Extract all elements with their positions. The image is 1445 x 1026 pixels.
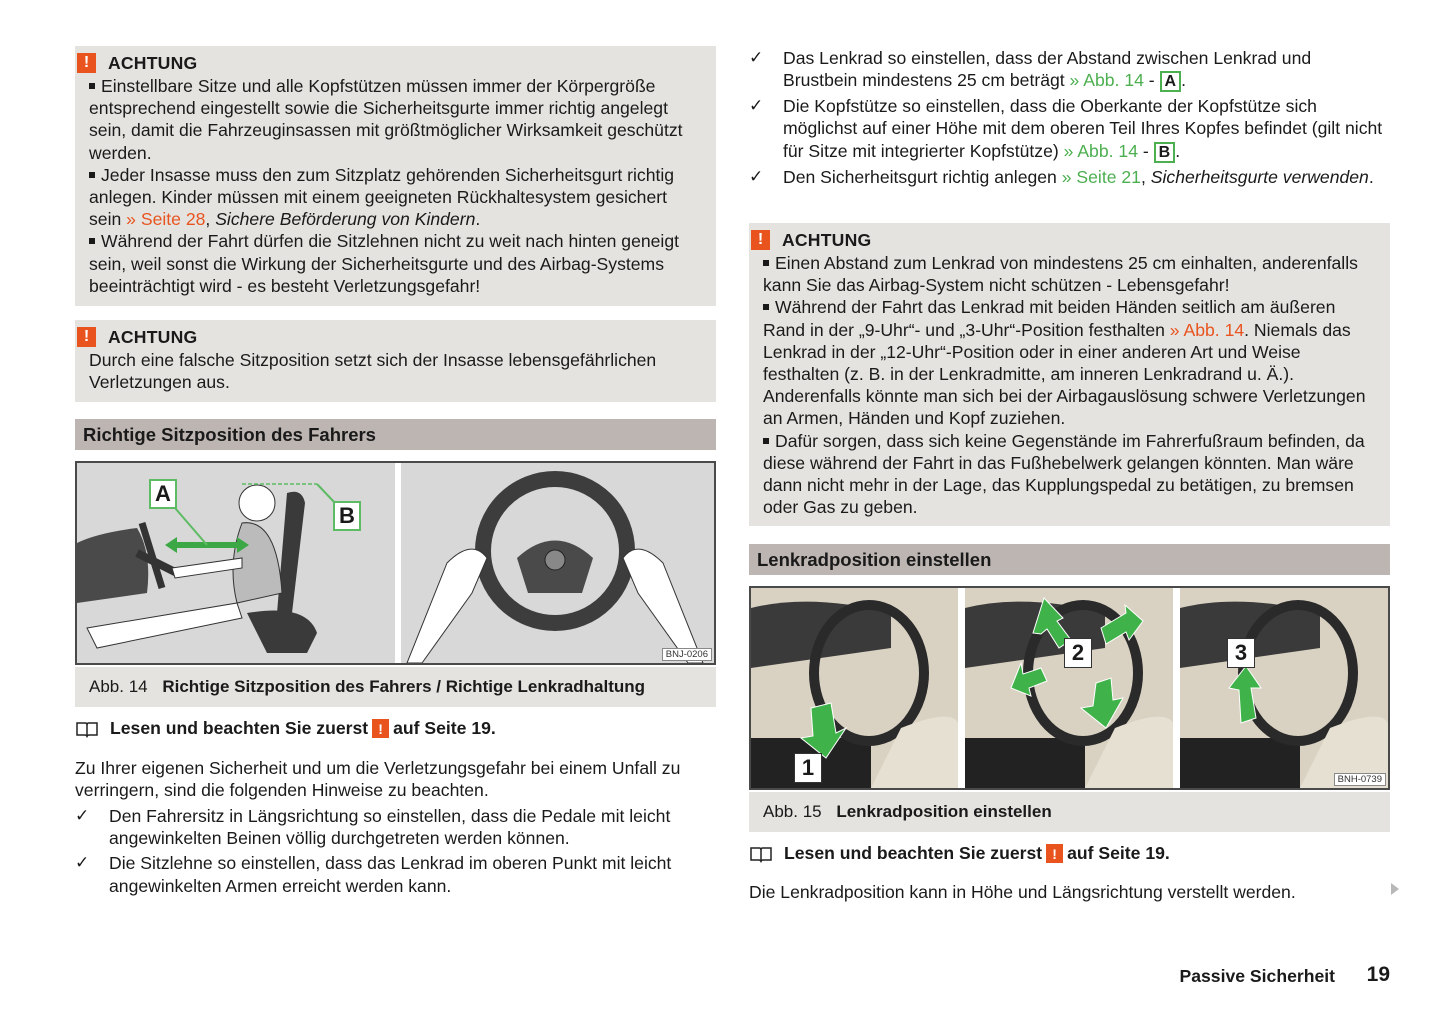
warning-icon: ! [751, 230, 770, 250]
warning-header [749, 229, 1376, 251]
page-link[interactable]: » Seite 21 [1061, 166, 1141, 187]
check-icon: ✓ [749, 96, 764, 116]
warning-header [75, 52, 702, 74]
intro-text: Zu Ihrer eigenen Sicherheit und um die Verletzungsgefahr bei einem Unfall zu verringern, sind die folgenden Hinweise zu beachten. [75, 758, 681, 801]
page-link[interactable]: » Seite 28 [126, 209, 206, 230]
check-icon: ✓ [749, 166, 764, 186]
continue-arrow-icon [1391, 883, 1399, 895]
figure-steering-adjust [749, 586, 1390, 790]
warning-title: ACHTUNG [782, 229, 872, 250]
section-title: Richtige Sitzposition des Fahrers [75, 419, 716, 450]
warning-box-steering [749, 223, 1390, 526]
bullet-icon [763, 260, 769, 266]
read-first-note: Lesen und beachten Sie zuerst ! auf Seite 19. [75, 718, 496, 739]
figure-seating-position [75, 461, 716, 665]
figure-link[interactable]: » Abb. 14 [1169, 319, 1245, 340]
warning-icon: ! [1046, 844, 1063, 863]
warning-bullet: Während der Fahrt dürfen die Sitzlehnen nicht zu weit nach hinten geneigt sein, weil sonst die Wirkung der Sicherheitsgurte und des Airbag-Systems beeinträchtigt wird - es besteht Verletzungsgefahr! [89, 231, 680, 296]
check-item: ✓ Den Sicherheitsgurt richtig anlegen » Seite 21, Sicherheitsgurte verwenden. [749, 166, 1374, 187]
warning-bullet: Jeder Insasse muss den zum Sitzplatz gehörenden Sicherheitsgurt richtig anlegen. Kinder müssen mit einem geeigneten Rückhaltesystem gesichert sein » Seite 28, Sichere Beförderung von Kindern. [89, 164, 675, 230]
bullet-icon [89, 172, 95, 178]
bullet-icon [89, 238, 95, 244]
bullet-icon [763, 304, 769, 310]
warning-header [75, 326, 702, 348]
intro-text: Die Lenkradposition kann in Höhe und Längsrichtung verstellt werden. [749, 882, 1296, 902]
book-icon [749, 845, 773, 863]
check-icon: ✓ [75, 853, 90, 873]
figure-code: BNJ-0206 [662, 648, 712, 661]
figure-title: Lenkradposition einstellen [836, 802, 1052, 821]
warning-box-seats [75, 46, 716, 306]
figure-code: BNH-0739 [1334, 773, 1386, 786]
bullet-icon [763, 438, 769, 444]
figure-title: Richtige Sitzposition des Fahrers / Richtige Lenkradhaltung [162, 677, 646, 696]
figure-caption [749, 792, 1390, 832]
label-a: A [149, 479, 177, 509]
warning-title: ACHTUNG [108, 52, 198, 73]
check-item: ✓ Die Kopfstütze so einstellen, dass die Oberkante der Kopfstütze sich möglichst auf einer Höhe mit dem oberen Teil Ihres Kopfes befindet (gilt nicht für Sitze mit integrierter Kopfstütze) » Abb. 14 - B . [749, 96, 1383, 161]
checklist-right [749, 47, 1390, 191]
read-first-note: Lesen und beachten Sie zuerst ! auf Seite 19. [749, 843, 1170, 864]
warning-title: ACHTUNG [108, 326, 198, 347]
check-icon: ✓ [75, 806, 90, 825]
figure-number: Abb. 14 [89, 677, 148, 696]
book-icon [75, 720, 99, 738]
figure-link[interactable]: » Abb. 14 [1063, 140, 1138, 161]
label-b: B [333, 501, 361, 531]
bullet-icon [89, 83, 95, 89]
warning-icon: ! [77, 327, 96, 347]
warning-bullet: Einen Abstand zum Lenkrad von mindestens 25 cm einhalten, anderenfalls kann Sie das Airbag-System nicht schützen - Lebensgefahr! [763, 253, 1358, 296]
warning-box-position [75, 320, 716, 402]
checklist-left [75, 805, 716, 900]
figure-link[interactable]: » Abb. 14 [1069, 70, 1144, 91]
warning-bullet: Während der Fahrt das Lenkrad mit beiden Händen seitlich am äußeren Rand in der „9-Uhr“- und „3-Uhr“-Position festhalten » Abb. 14. Niemals das Lenkrad in der „12-Uhr“-Position oder in einer anderen Art und Weise festhalten (z. B. in der Lenkradmitte, am inneren Lenkradrand u. Ä.). Anderenfalls könnte man sich bei der Airbagauslösung schwere Verletzungen an Armen, Händen und Kopf zuziehen. [763, 297, 1366, 429]
check-item: ✓ Das Lenkrad so einstellen, dass der Abstand zwischen Lenkrad und Brustbein mindestens 25 cm beträgt » Abb. 14 - A . [749, 48, 1312, 91]
step-label-3: 3 [1227, 638, 1255, 668]
check-item: ✓ Den Fahrersitz in Längsrichtung so einstellen, dass die Pedale mit leicht angewinkelten Beinen völlig durchgetreten werden können. [75, 806, 671, 849]
label-a-ref: A [1160, 71, 1182, 92]
warning-text: Durch eine falsche Sitzposition setzt sich der Insasse lebensgefährlichen Verletzungen aus. [89, 350, 657, 393]
warning-icon: ! [372, 719, 389, 738]
step-label-2: 2 [1064, 638, 1092, 668]
figure-number: Abb. 15 [763, 802, 822, 821]
steering-adjust-illustration [751, 588, 1388, 788]
check-item: ✓ Die Sitzlehne so einstellen, dass das Lenkrad im oberen Punkt mit leicht angewinkelten Armen erreicht werden kann. [75, 853, 672, 896]
check-icon: ✓ [749, 48, 764, 67]
section-title: Lenkradposition einstellen [749, 544, 1390, 575]
footer-section: Passive Sicherheit [1179, 966, 1335, 986]
figure-caption [75, 667, 716, 707]
label-b-ref: B [1154, 142, 1176, 163]
step-label-1: 1 [794, 753, 822, 783]
warning-bullet: Dafür sorgen, dass sich keine Gegenstände im Fahrerfußraum befinden, da diese während der Fahrt in das Fußhebelwerk gelangen könnten. Man wäre dann nicht mehr in der Lage, das Kupplungspedal zu betätigen, zu bremsen oder Gas zu geben. [763, 430, 1365, 518]
warning-bullet: Einstellbare Sitze und alle Kopfstützen müssen immer der Körpergröße entsprechend eingestellt sowie die Sicherheitsgurte immer richtig angelegt sein, damit die Fahrzeuginsassen mit größtmöglicher Wirksamkeit geschützt werden. [89, 76, 683, 163]
warning-icon: ! [77, 53, 96, 73]
page-number: 19 [1366, 963, 1390, 986]
